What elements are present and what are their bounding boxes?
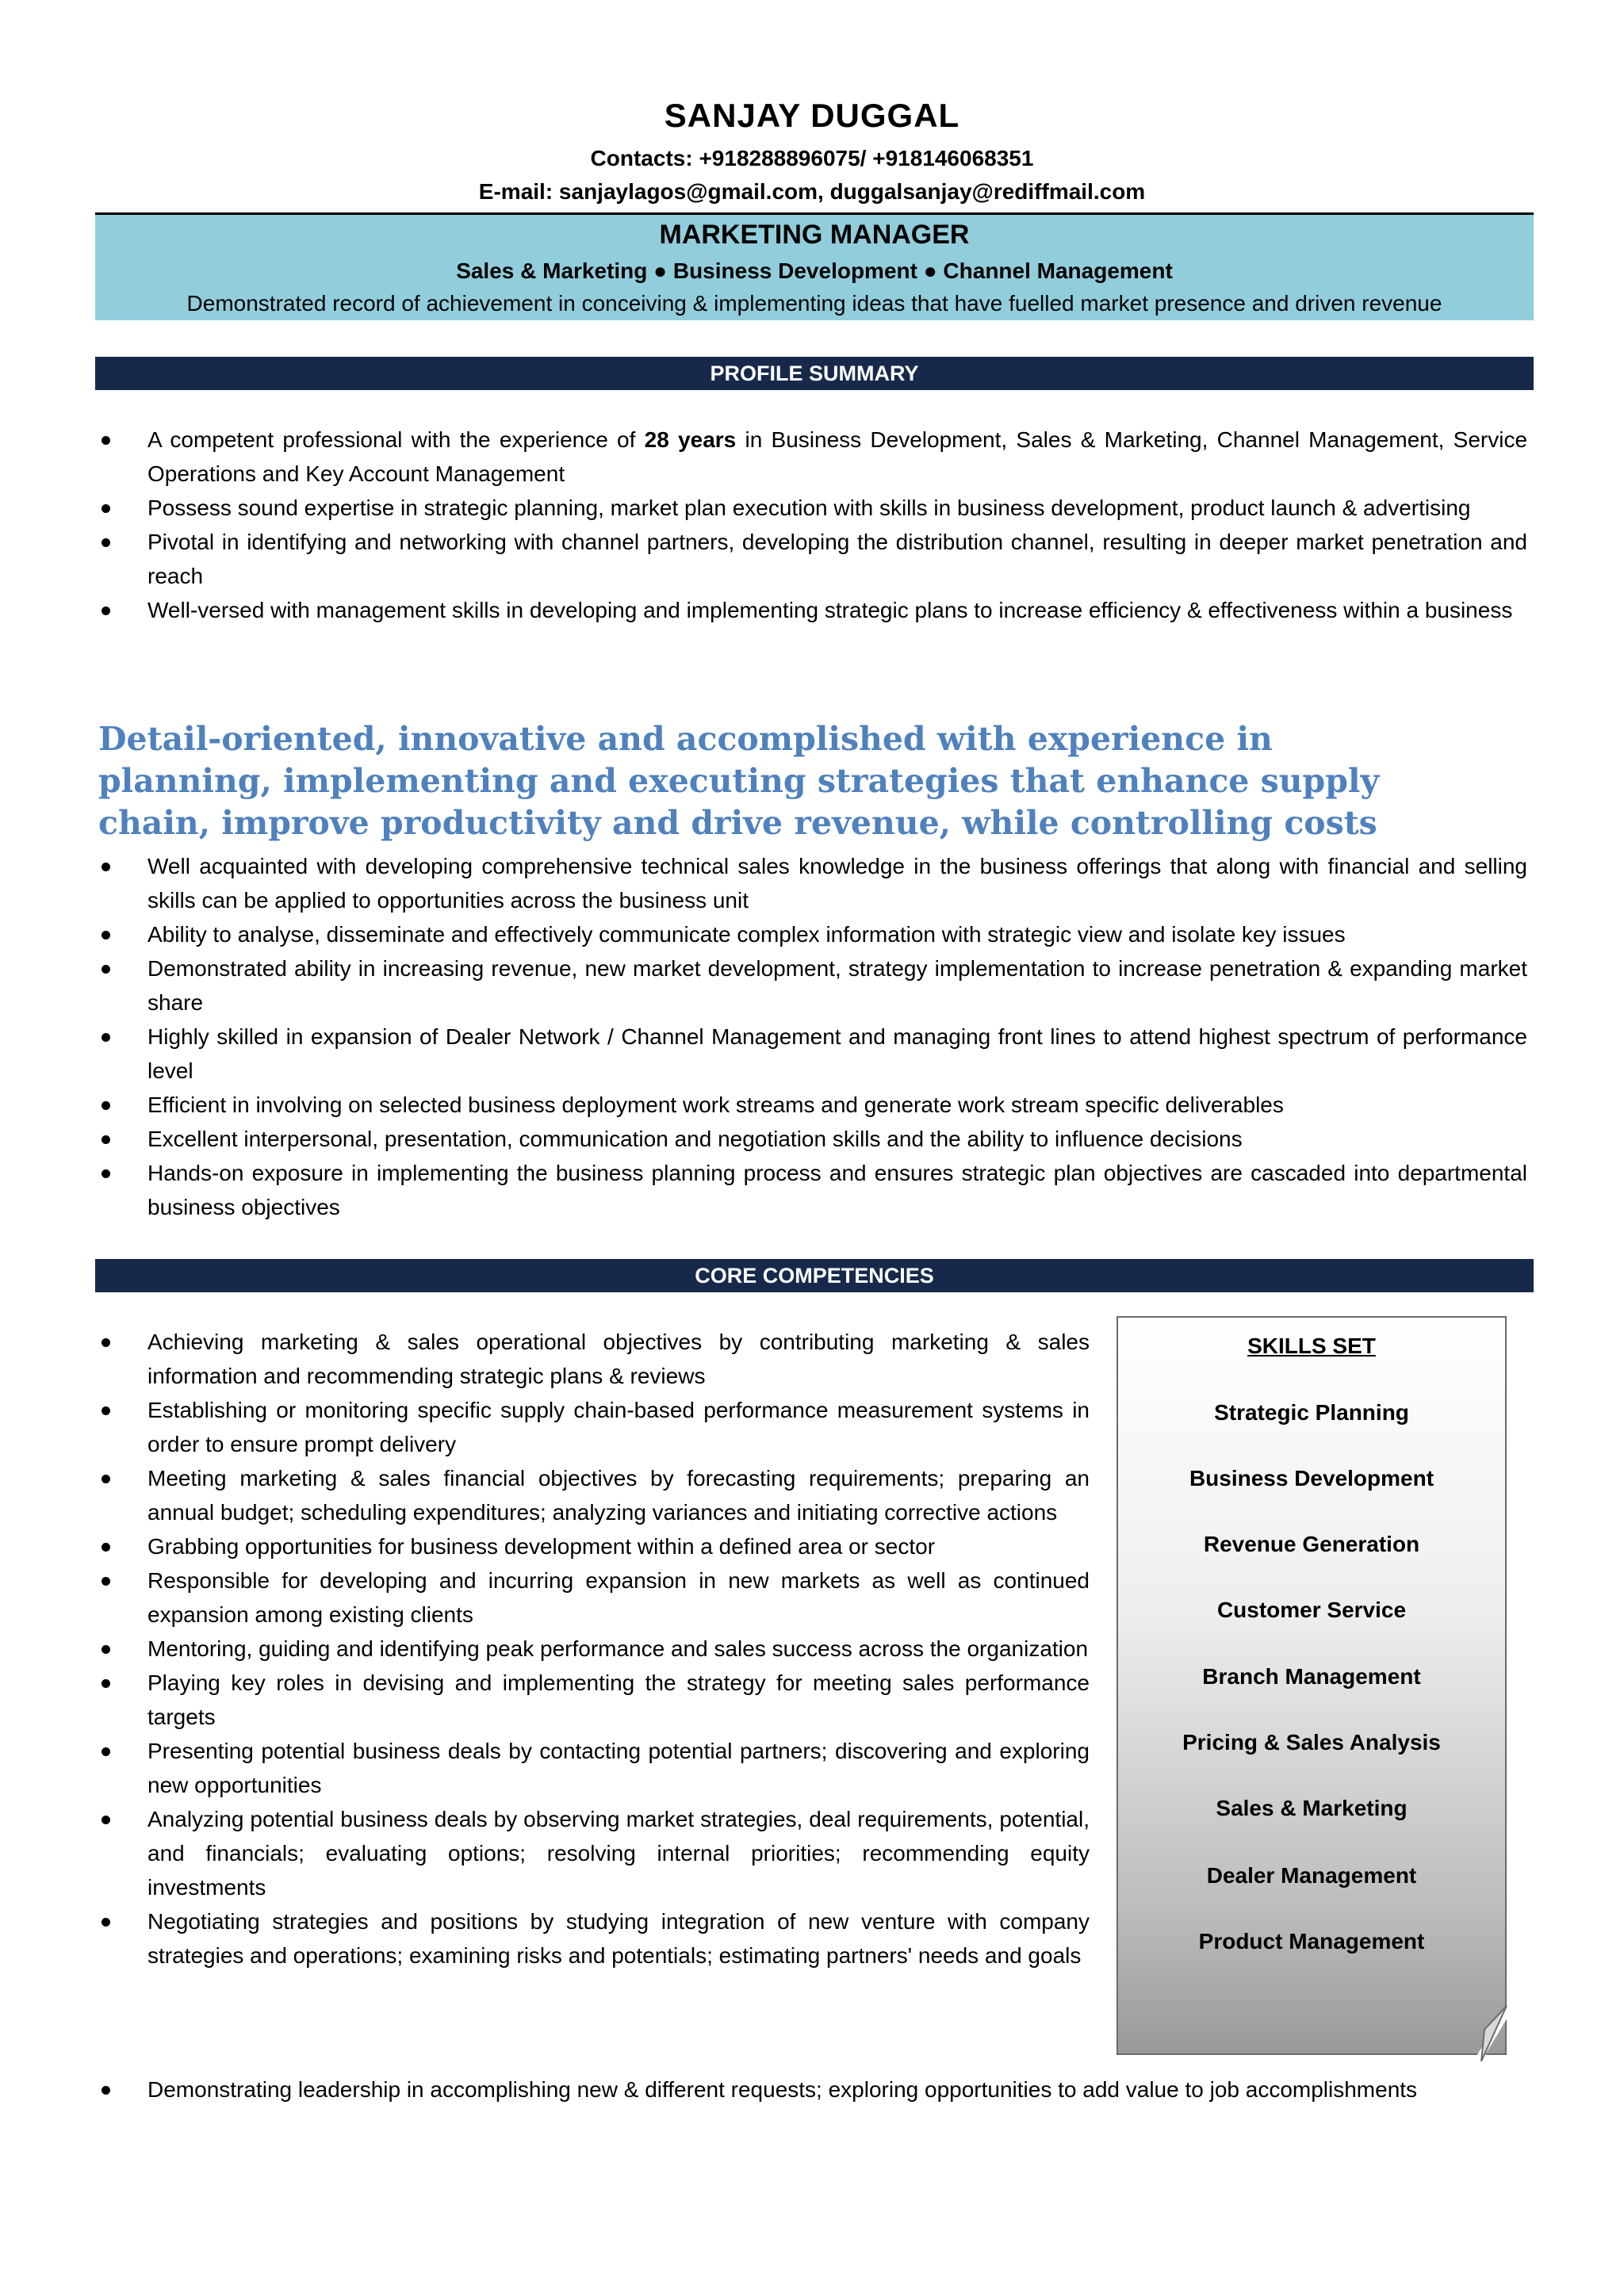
- bullet-icon: [102, 965, 110, 974]
- bullet-icon: [102, 1816, 110, 1824]
- list-item: Well acquainted with developing comprehensive technical sales knowledge in the business offerings that along with financial and selling skills can be applied to opportunities across the business unit: [95, 849, 1527, 917]
- highlight-statement: Detail-oriented, innovative and accomplished with experience in planning, implementing and executing strategies that enhance supply chain, improve productivity and drive revenue, while controlling costs: [98, 720, 1380, 842]
- bullet-icon: [102, 607, 110, 615]
- list-item: Mentoring, guiding and identifying peak performance and sales success across the organization: [95, 1632, 1090, 1666]
- bullet-icon: [102, 931, 110, 939]
- list-item: Demonstrated ability in increasing revenue, new market development, strategy implementation to increase penetration & expanding market share: [95, 951, 1527, 1020]
- job-title: MARKETING MANAGER: [659, 220, 970, 250]
- list-item: Efficient in involving on selected business deployment work streams and generate work stream specific deliverables: [95, 1088, 1527, 1122]
- list-item: Possess sound expertise in strategic planning, market plan execution with skills in business development, product launch & advertising: [95, 491, 1527, 525]
- list-item: Responsible for developing and incurring expansion in new markets as well as continued expansion among existing clients: [95, 1563, 1090, 1632]
- skill-item: Pricing & Sales Analysis: [1182, 1730, 1441, 1755]
- skills-set-title: SKILLS SET: [1247, 1334, 1376, 1358]
- banner-tagline: Demonstrated record of achievement in conceiving & implementing ideas that have fuelled market presence and driven revenue: [186, 291, 1442, 316]
- bullet-icon: [102, 1918, 110, 1927]
- page-curl-icon: [1473, 2006, 1515, 2061]
- list-item: Grabbing opportunities for business development within a defined area or sector: [95, 1529, 1090, 1563]
- bullet-icon: [102, 1101, 110, 1110]
- list-item: Meeting marketing & sales financial objectives by forecasting requirements; preparing an annual budget; scheduling expenditures; analyzing variances and initiating corrective actions: [95, 1461, 1090, 1529]
- core-competencies-list: [95, 1325, 1090, 1973]
- section-heading-core-competencies: CORE COMPETENCIES: [95, 1259, 1534, 1292]
- bullet-icon: [102, 1679, 110, 1688]
- bullet-icon: [102, 1169, 110, 1178]
- email-addresses: E-mail: sanjaylagos@gmail.com, duggalsanjay@rediffmail.com: [478, 179, 1146, 204]
- list-item: Negotiating strategies and positions by studying integration of new venture with company strategies and operations; examining risks and potentials; estimating partners' needs and goals: [95, 1904, 1090, 1973]
- list-item: Hands-on exposure in implementing the business planning process and ensures strategic plan objectives are cascaded into departmental business objectives: [95, 1156, 1527, 1224]
- bullet-icon: [102, 2086, 110, 2095]
- list-item: Presenting potential business deals by contacting potential partners; discovering and exploring new opportunities: [95, 1734, 1090, 1802]
- title-banner: [95, 215, 1534, 320]
- list-item: Playing key roles in devising and implementing the strategy for meeting sales performance targets: [95, 1666, 1090, 1734]
- skill-item: Business Development: [1189, 1466, 1434, 1490]
- skill-item: Strategic Planning: [1214, 1400, 1409, 1425]
- bullet-icon: [102, 863, 110, 871]
- list-item: Demonstrating leadership in accomplishing new & different requests; exploring opportunities to add value to job accomplishments: [95, 2072, 1527, 2107]
- list-item: Pivotal in identifying and networking with channel partners, developing the distribution channel, resulting in deeper market penetration and reach: [95, 525, 1527, 593]
- banner-subtitle: Sales & Marketing ● Business Development ● Channel Management: [456, 258, 1173, 283]
- skill-item: Customer Service: [1216, 1598, 1407, 1622]
- bullet-icon: [102, 1543, 110, 1552]
- bullet-icon: [102, 1747, 110, 1756]
- core-competencies-final-item: [95, 2072, 1527, 2107]
- bullet-icon: [102, 1406, 110, 1415]
- bullet-icon: [102, 1475, 110, 1483]
- bullet-icon: [102, 1577, 110, 1586]
- candidate-name: SANJAY DUGGAL: [664, 97, 960, 134]
- list-item: A competent professional with the experience of 28 years in Business Development, Sales & Marketing, Channel Management, Service Operations and Key Account Management: [95, 423, 1527, 491]
- bullet-icon: [102, 1033, 110, 1042]
- list-item: Excellent interpersonal, presentation, communication and negotiation skills and the ability to influence decisions: [95, 1122, 1527, 1156]
- highlight-list: [95, 849, 1527, 1224]
- list-item: Highly skilled in expansion of Dealer Network / Channel Management and managing front lines to attend highest spectrum of performance level: [95, 1020, 1527, 1088]
- skill-item: Product Management: [1198, 1929, 1425, 1954]
- bullet-icon: [102, 538, 110, 547]
- bullet-icon: [102, 504, 110, 513]
- skills-set-panel: [1116, 1316, 1507, 2055]
- list-item: Well-versed with management skills in developing and implementing strategic plans to increase efficiency & effectiveness within a business: [95, 593, 1527, 627]
- list-item: Achieving marketing & sales operational objectives by contributing marketing & sales information and recommending strategic plans & reviews: [95, 1325, 1090, 1393]
- skill-item: Branch Management: [1202, 1664, 1421, 1689]
- skill-item: Dealer Management: [1206, 1863, 1417, 1888]
- bullet-icon: [102, 436, 110, 445]
- bullet-icon: [102, 1338, 110, 1347]
- skill-item: Revenue Generation: [1203, 1532, 1420, 1556]
- skill-item: Sales & Marketing: [1216, 1796, 1408, 1820]
- bullet-icon: [102, 1135, 110, 1144]
- list-item: Establishing or monitoring specific supply chain-based performance measurement systems in order to ensure prompt delivery: [95, 1393, 1090, 1461]
- section-heading-profile-summary: PROFILE SUMMARY: [95, 357, 1534, 390]
- list-item: Analyzing potential business deals by observing market strategies, deal requirements, potential, and financials; evaluating options; resolving internal priorities; recommending equity investments: [95, 1802, 1090, 1904]
- list-item: Ability to analyse, disseminate and effectively communicate complex information with strategic view and isolate key issues: [95, 917, 1527, 951]
- bullet-icon: [102, 1645, 110, 1654]
- profile-summary-list: [95, 423, 1527, 627]
- contact-numbers: Contacts: +918288896075/ +918146068351: [590, 146, 1034, 170]
